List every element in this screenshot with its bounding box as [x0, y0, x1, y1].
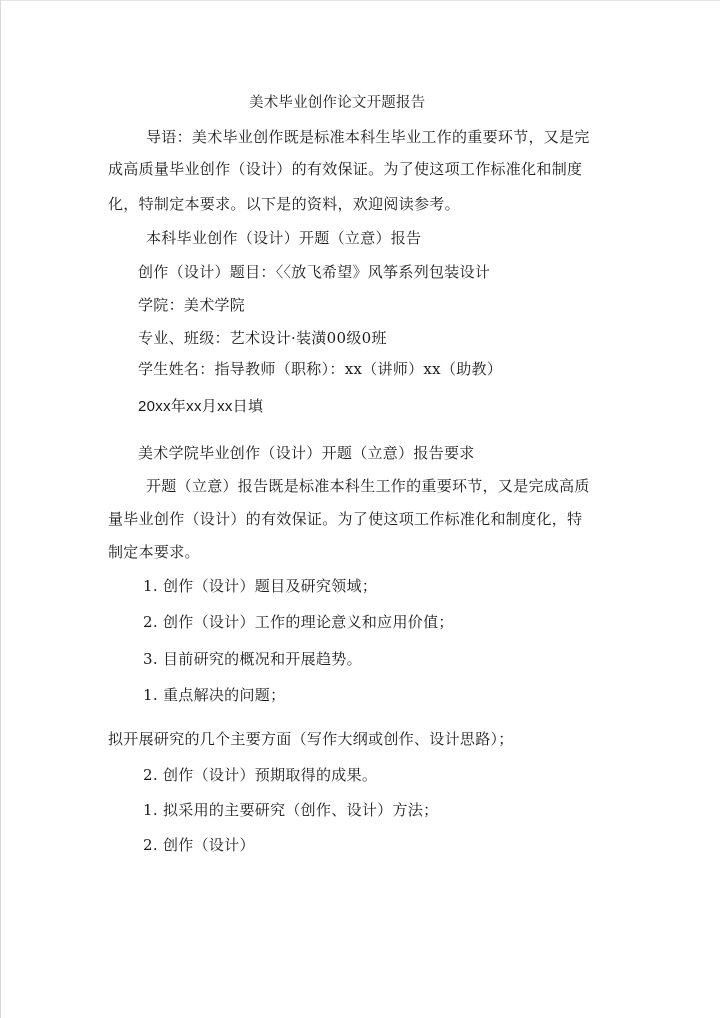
list-item: 1. 创作（设计）题目及研究领域；	[143, 577, 378, 595]
list-item: 2. 创作（设计）工作的理论意义和应用价值；	[143, 613, 454, 631]
requirements-intro-line-2: 量毕业创作（设计）的有效保证。为了使这项工作标准化和制度化，特	[108, 510, 583, 528]
report-heading: 本科毕业创作（设计）开题（立意）报告	[146, 229, 422, 247]
list-item: 1. 拟采用的主要研究（创作、设计）方法；	[143, 801, 439, 819]
list-item: 1. 重点解决的问题；	[143, 686, 286, 704]
list-item: 2. 创作（设计）	[143, 836, 255, 854]
college-line: 学院：美术学院	[138, 296, 246, 314]
list-item: 3. 目前研究的概况和开展趋势。	[143, 650, 362, 668]
intro-line-1: 导语：美术毕业创作既是标准本科生毕业工作的重要环节，又是完	[146, 128, 590, 146]
date-line: 20xx年xx月xx日填	[138, 398, 264, 415]
major-line: 专业、班级：艺术设计·装潢00级0班	[138, 329, 387, 347]
requirements-heading: 美术学院毕业创作（设计）开题（立意）报告要求	[138, 444, 475, 462]
requirements-intro-line-1: 开题（立意）报告既是标准本科生工作的重要环节，又是完成高质	[146, 477, 590, 495]
document-title: 美术毕业创作论文开题报告	[249, 95, 426, 111]
list-item: 2. 创作（设计）预期取得的成果。	[143, 766, 378, 784]
plan-line: 拟开展研究的几个主要方面（写作大纲或创作、设计思路）；	[108, 730, 514, 748]
topic-line: 创作（设计）题目：〈〈放飞希望》风筝系列包装设计	[138, 263, 491, 281]
intro-line-3: 化，特制定本要求。以下是的资料，欢迎阅读参考。	[108, 195, 460, 213]
student-line: 学生姓名：指导教师（职称）：xx（讲师）xx（助教）	[138, 360, 503, 378]
intro-line-2: 成高质量毕业创作（设计）的有效保证。为了使这项工作标准化和制度	[108, 160, 583, 178]
requirements-intro-line-3: 制定本要求。	[108, 543, 200, 561]
